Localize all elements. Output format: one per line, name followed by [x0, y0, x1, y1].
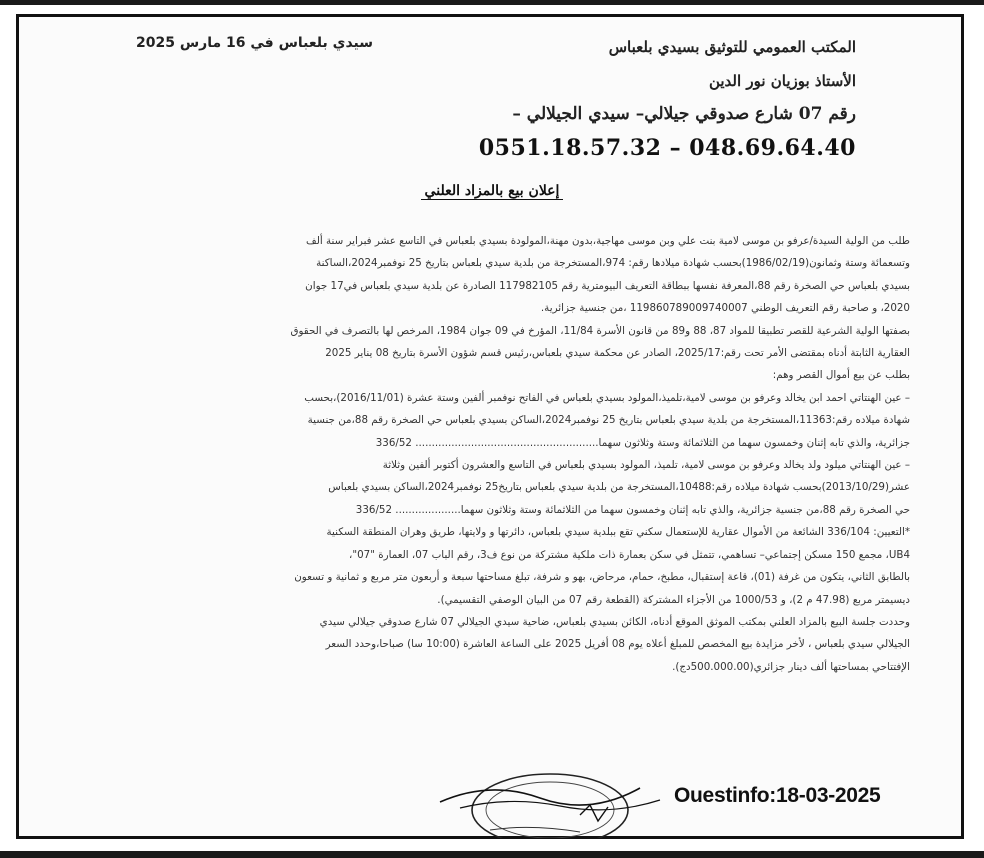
- notary-name: الأستاذ بوزيان نور الدين: [708, 72, 856, 90]
- office-address: رقم 07 شارع صدوقي جيلالي– سيدي الجيلالي –: [512, 104, 856, 124]
- body-line: الإفتتاحي بمساحتها ألف دينار جزائري(500.000.00دج).: [672, 660, 910, 673]
- issue-date: سيدي بلعباس في 16 مارس 2025: [136, 35, 374, 51]
- bottom-border-band: [0, 851, 984, 858]
- body-line: وتسعمائة وستة وثمانون(1986/02/19)بحسب شهادة ميلادها رقم: 974،المستخرجة من بلدية سيدي بلعباس بتاريخ 25 نوفمبر2024،الساكنة: [316, 257, 910, 270]
- body-line: بسيدي بلعباس حي الصخرة رقم 88،المعرفة نفسها ببطاقة التعريف البيومترية رقم 117982105 الصادرة عن بلدية سيدي بلعباس في17 جوان: [305, 279, 910, 292]
- body-line: 2020، و صاحبة رقم التعريف الوطني 119860789009740007 ،من جنسية جزائرية.: [540, 302, 910, 315]
- body-line: وحددت جلسة البيع بالمزاد العلني بمكتب الموثق الموقع أدناه، الكائن بسيدي بلعباس، ضاحية سيدي الجيلالي 07 شارع صدوقي جيلالي سيدي: [319, 615, 910, 628]
- office-name: المكتب العمومي للتوثيق بسيدي بلعباس: [608, 38, 856, 56]
- body-line: *التعيين: 336/104 الشائعة من الأموال عقارية للإستعمال سكني تقع ببلدية سيدي بلعباس، دائرتها و ولايتها، طريق وهران المنطقة السكنية: [326, 526, 910, 539]
- body-line: بالطابق الثاني، يتكون من غرفة (01)، قاعة إستقبال، مطبخ، حمام، مرحاض، بهو و شرفة، تبلغ مساحتها سبعة و أربعون متر مربع و ثمانية و تسعون: [294, 571, 910, 584]
- body-line: – عين الهنتاتي احمد ابن يخالد وعرفو بن موسى لامية،تلميذ،المولود بسيدي بلعباس في الفاتح نوفمبر ألفين وستة عشرة (2016/11/01)،بحسب: [304, 391, 910, 404]
- body-line: بصفتها الولية الشرعية للقصر تطبيقا للمواد 87، 88 و89 من قانون الأسرة 11/84، المؤرخ في 09 جوان 1984، المرخص لها بالتصرف في الحقوق: [290, 324, 910, 337]
- body-line: العقارية الثابتة أدناه بمقتضى الأمر تحت رقم:2025/17، الصادر عن محكمة سيدي بلعباس،رئيس قسم شؤون الأسرة بتاريخ 08 يناير 2025: [325, 347, 910, 360]
- top-border-band: [0, 0, 984, 5]
- body-line: – عين الهنتاتي ميلود ولد يخالد وعرفو بن موسى لامية، تلميذ، المولود بسيدي بلعباس في التاسع والعشرون أكتوبر ألفين وثلاثة: [382, 459, 910, 472]
- body-line: عشر(2013/10/29)بحسب شهادة ميلاده رقم:10488،المستخرجة من بلدية سيدي بلعباس بتاريخ25 نوفمبر2024،الساكن بسيدي بلعباس: [328, 481, 910, 494]
- body-line: حي الصخرة رقم 88،من جنسية جزائرية، والذي تابه إثنان وخمسون سهما من الثلاثمائة وستة وثلاثون سهما.................... 336/52: [355, 503, 910, 516]
- announcement-body: [78, 230, 910, 678]
- body-line: شهادة ميلاده رقم:11363،المستخرجة من بلدية سيدي بلعباس بتاريخ 25 نوفمبر2024،الساكن بسيدي بلعباس حي الصخرة رقم 88،من جنسية: [307, 414, 910, 427]
- body-line: UB4، مجمع 150 مسكن إجتماعي– تساهمي، تتمثل في سكن بعمارة ذات ملكية مشتركة من نوع ف3، رقم الباب 07، العمارة "07"،: [349, 548, 910, 561]
- source-stamp: Ouestinfo:18-03-2025: [674, 784, 881, 807]
- body-line: طلب من الولية السيدة/عرفو بن موسى لامية بنت علي وبن موسى مهاجية،بدون مهنة،المولودة بسيدي بلعباس في التاسع عشر فبراير سنة ألف: [306, 235, 910, 247]
- body-line: ديسيمتر مربع (47.98 م 2)، و 1000/53 من الأجزاء المشتركة (القطعة رقم 07 من البيان الوصفي التقسيمي).: [437, 593, 910, 606]
- body-line: بطلب عن بيع أموال القصر وهم:: [772, 369, 910, 382]
- notary-stamp-signature: [430, 760, 680, 838]
- phone-numbers: 0551.18.57.32 – 048.69.64.40: [478, 135, 856, 161]
- title-text: إعلان بيع بالمزاد العلني: [421, 183, 564, 200]
- announcement-title: [0, 183, 984, 199]
- body-line: الجيلالي سيدي بلعباس ، لأخر مزايدة بيع المخصص للمبلغ أعلاه يوم 08 أفريل 2025 على الساعة العاشرة (10:00 سا) صباحا،وحدد السعر: [325, 638, 910, 651]
- body-line: جزائرية، والذي تابه إثنان وخمسون سهما من الثلاثمائة وستة وثلاثون سهما........................................................ 336/52: [375, 436, 910, 449]
